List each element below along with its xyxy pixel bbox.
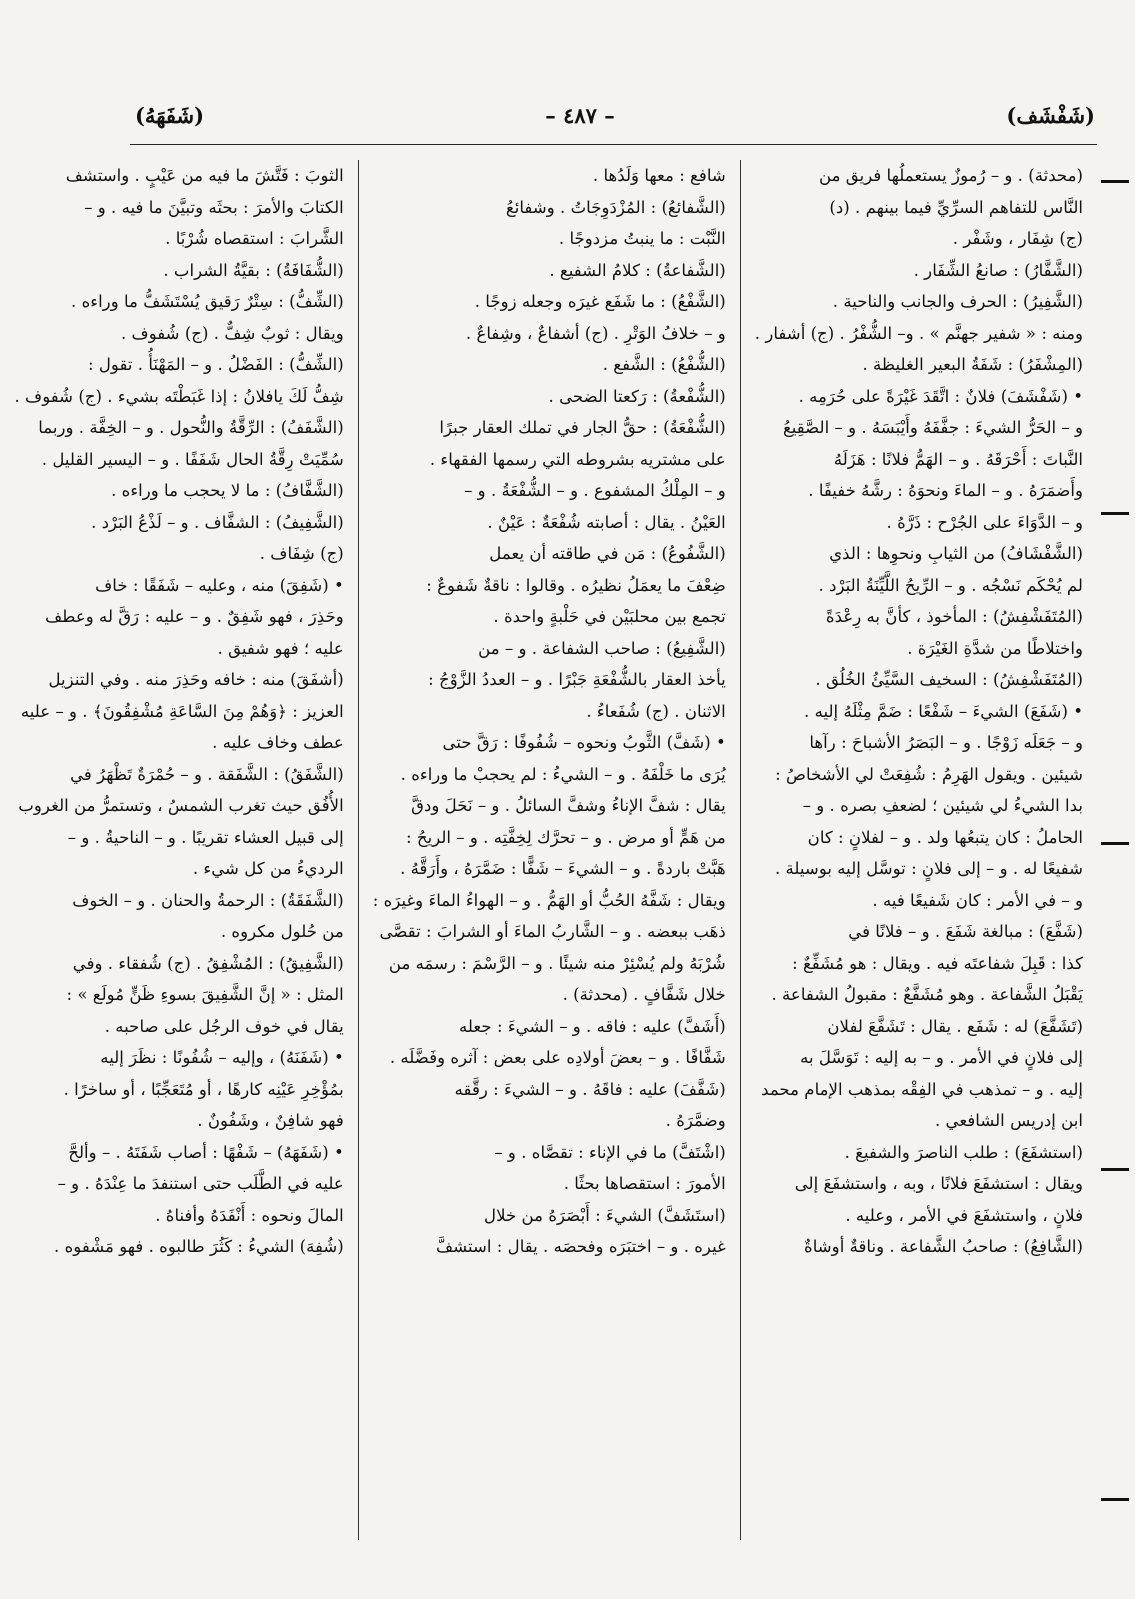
text-line: (اشْتَفَّ) ما في الإناء : تقصَّاه . و –: [494, 1142, 726, 1162]
text-line: (الشَّفَقَةُ) : الرحمةُ والحنان . و – الخوف: [72, 890, 344, 910]
text-line: • (شَفْشَفَ) فلانٌ : اتَّقَدَ غَيْرَةً على حُرَمِه .: [798, 386, 1083, 406]
text-line: الرديءُ من كل شيء .: [192, 859, 344, 878]
text-line: من حُلول مكروه .: [220, 922, 344, 941]
text-line: خلال شَفَّافٍ . (محدثة) .: [562, 985, 726, 1004]
text-line: (الشُّفَافَةُ) : بقيَّةُ الشراب .: [163, 260, 344, 280]
text-line: لم يُحْكَم نَسْجُه . و – الرِّيحُ اللَّيِّنَةُ البَرْد .: [818, 575, 1083, 595]
text-line: النَّبْت : ما ينبتُ مزدوجًا .: [558, 229, 726, 248]
text-line: فهو شافِنٌ ، وشَفُونٌ .: [197, 1111, 344, 1130]
text-line: (المُتَفَشْفِشُ) : السخيف السَّيِّئُ الخُلُق .: [815, 670, 1083, 689]
text-line: (الشَّفاعةُ) : كلامُ الشفيع .: [549, 260, 726, 280]
text-line: و – خلافُ الوَتْرِ . (ج) أشفاعٌ ، وشِفاعٌ .: [465, 323, 726, 343]
columns: [14, 160, 1097, 1540]
text-line: بدا الشيءُ لي شيئين ؛ لضعفِ بصره . و –: [802, 796, 1083, 815]
dictionary-page: [14, 0, 1135, 1599]
text-line: (أشفَقَ) منه : خافه وحَذِرَ منه . وفي التنزيل: [48, 670, 344, 689]
text-line: فلانٍ ، واستشفَعَ في الأمر ، وعليه .: [845, 1205, 1083, 1225]
header-last-entry: (شَفَهَهُ): [135, 103, 205, 128]
text-line: عليه في الطَّلَب حتى استنفدَ ما عِنْدَهُ . و –: [57, 1174, 344, 1193]
text-line: (محدثة) . و – رُموزٌ يستعملُها فريق من: [818, 166, 1083, 185]
text-line: الأمورَ : استقصاها بحثًا .: [563, 1174, 726, 1193]
text-line: واختلاطًا من شدَّةِ الغَيْرَة .: [907, 638, 1083, 658]
text-line: (المُتَفَشْفِشُ) : المأخوذ ، كأنَّ به رِعْدَةً: [825, 607, 1083, 626]
text-line: ويقال : استشفَعَ فلانًا ، وبه ، واستشفَعَ إلى: [794, 1174, 1083, 1193]
text-line: عطف وخاف عليه .: [212, 733, 344, 752]
text-line: الاثنان . (ج) شُفَعاءُ .: [586, 701, 726, 721]
text-line: الثوبَ : فَتَّشَ ما فيه من عَيْبٍ . واستشف: [65, 166, 344, 185]
text-line: (الشَّفِيعُ) : صاحب الشفاعة . و – من: [478, 638, 726, 658]
text-line: الحاملُ : كان يتبعُها ولد . و – لفلانٍ : كان: [807, 827, 1083, 847]
text-line: • (شَفَعَ) الشيءَ – شَفْعًا : ضَمَّ مِثْلَهُ إليه .: [804, 701, 1083, 721]
text-line: على مشتريه بشروطه التي رسمها الفقهاء .: [429, 449, 726, 469]
text-line: ويقال : شَفَّهُ الحُبُّ أو الهَمُّ . و – الهواءُ الماءَ وغيرَه :: [372, 890, 726, 910]
text-line: (المِشْفَرُ) : شَفَةُ البعير الغليظة .: [862, 355, 1083, 374]
text-line: (الشَّفِيفُ) : الشفَّاف . و – لَذْعُ البَرْد .: [91, 512, 344, 532]
text-line: (الشَّفائعُ) : المُزْدَوِجَاتُ . وشفائعُ: [505, 197, 726, 217]
text-line: و – الدَّوَاءَ على الجُرْح : ذَرَّهُ .: [886, 512, 1083, 532]
text-line: (أَشَفَّ) عليه : فاقه . و – الشيءَ : جعله: [459, 1016, 726, 1036]
text-line: (الشَّفَّارُ) : صانعُ الشِّفَار .: [913, 260, 1083, 280]
text-line: ابن إدريس الشافعي .: [934, 1111, 1083, 1130]
text-line: إليه . و – تمذهب في الفِقْه بمذهب الإمام محمد: [761, 1079, 1083, 1099]
text-line: شِفُّ لَكَ يافلانُ : إذا غَبَطْتَه بشيء . (ج) شُفوف .: [14, 386, 344, 406]
page-number: – ٤٨٧ –: [545, 103, 615, 128]
column-1: [741, 160, 1097, 1540]
text-line: (ج) شِفَاف .: [259, 544, 344, 563]
text-line: (الشَّفُوعُ) : مَن في طاقته أن يعمل: [489, 544, 726, 563]
text-line: يأخذ العقار بالشُّفْعَةِ جَبْرًا . و – العددُ الزَّوْجُ :: [428, 670, 726, 689]
text-line: (الشُّفْعَةُ) : حقُّ الجار في تملك العقار جبرًا: [439, 418, 726, 437]
text-line: (الشَّفِيقُ) : المُشْفِقُ . (ج) شُفقاء . وفي: [72, 953, 344, 973]
text-line: شافع : معها وَلَدُها .: [592, 166, 726, 185]
margin-mark: [1101, 842, 1129, 845]
text-line: هَبَّتْ باردةً . و – الشيءَ – شَفًّا : ضَمَّرَهُ ، وأَرَقَّهُ .: [400, 859, 726, 878]
text-line: (الشَّافِعُ) : صاحبُ الشَّفاعة . وناقةٌ أوشاةٌ: [804, 1237, 1083, 1256]
margin-mark: [1101, 512, 1129, 515]
text-line: (استشفَعَ) : طلب الناصرَ والشفيعَ .: [844, 1142, 1083, 1162]
text-line: شَفَّافًا . و – بعضَ أولادِه على بعض : آثره وفَضَّلَه .: [389, 1048, 726, 1067]
margin-mark: [1101, 180, 1129, 183]
text-line: • (شَفَهَهُ) – شَفْهًا : أصاب شَفَتَهُ . – وألحَّ: [68, 1142, 344, 1162]
text-line: • (شَفَنَهُ) ، وإليه – شُفُونًا : نظَرَ إليه: [100, 1048, 344, 1067]
header-first-entry: (شَفْشَف): [1006, 103, 1095, 128]
text-line: شيئين . ويقول الهَرِمُ : شُفِعَتْ لي الأشخاصُ :: [775, 764, 1083, 784]
text-line: (الشَّفْشَافُ) من الثيابِ ونحوِها : الذي: [829, 544, 1083, 563]
text-line: يَقْبَلُ الشَّفاعة . وهو مُشَفَّعٌ : مقبولُ الشفاعة .: [771, 985, 1083, 1004]
text-line: عليه ؛ فهو شفيق .: [217, 638, 344, 658]
text-line: (الشِّفُّ) : سِتْرٌ رَقيق يُسْتَشَفُّ ما وراءه .: [71, 292, 344, 311]
column-3: [0, 160, 358, 1540]
text-line: ضِعْفَ ما يعمَلُ نظيرُه . وقالوا : ناقةٌ شَفوعٌ :: [426, 575, 726, 595]
text-line: (الشَّفَفُ) : الرِّقَّةُ والنُّحول . و – الخِفَّة . وربما: [38, 418, 344, 437]
text-line: ومنه : « شفير جهنَّم » . و– الشُّفْرُ . (ج) أشفار .: [754, 323, 1083, 343]
text-line: بمُؤْخِرِ عَيْنِه كارهًا ، أو مُتَعَجِّبًا ، أو ساخرًا .: [63, 1079, 344, 1099]
text-line: (شَفَّعَ) : مبالغة شَفَعَ . و – فلانًا في: [848, 922, 1083, 941]
text-line: (شَفَّفَ) عليه : فاقَهُ . و – الشيءَ : رقَّقه: [454, 1079, 726, 1099]
text-line: ذهَب ببعضه . و – الشَّاربُ الماءَ أو الشرابَ : تقصَّى: [379, 922, 726, 941]
text-line: و – المِلْكُ المشفوع . و – الشُّفْعَةُ . و –: [464, 481, 726, 500]
text-line: ويقال : ثوبٌ شِفٌّ . (ج) شُفوف .: [120, 323, 344, 343]
text-line: (الشَّفِيرُ) : الحرف والجانب والناحية .: [832, 292, 1083, 311]
text-line: و – الحَرُّ الشيءَ : جفَّفَهُ وأَيْبَسَهُ . و – الصَّقِيعُ: [782, 418, 1083, 437]
text-line: العزيز : ﴿وَهُمْ مِنَ السَّاعَةِ مُشْفِقُونَ﴾ . و – عليه: [20, 701, 344, 721]
text-line: الكتابَ والأمرَ : بحثَه وتبيَّنَ ما فيه . و –: [84, 197, 344, 217]
text-line: شُرْبَهُ ولم يُسْئِرْ منه شيئًا . و – الرَّسْمَ : رسمَه من: [388, 953, 726, 973]
page-header: [25, 103, 1135, 139]
text-line: من هَمٍّ أو مرض . و – تحرَّك لِخِفَّتِه . و – الريحُ :: [406, 827, 726, 847]
text-line: وحَذِرَ ، فهو شَفِقٌ . و – عليه : رَقَّ له وعطف: [45, 607, 344, 626]
margin-mark: [1101, 1498, 1129, 1501]
text-line: المالَ ونحوه : أَنْفَدَهُ وأفناهُ .: [155, 1205, 344, 1225]
text-line: كذا : قَبِلَ شفاعتَه فيه . ويقال : هو مُشَفِّعٌ :: [792, 953, 1083, 973]
text-line: و – في الأمر : كان شَفيعًا فيه .: [872, 890, 1083, 910]
text-line: و – جَعَلَه زَوْجًا . و – البَصَرُ الأشباحَ : رآها: [809, 733, 1083, 752]
text-line: وأَضمَرَهُ . و – الماءَ ونحوَهُ : رشَّهُ خفيفًا .: [808, 481, 1083, 500]
text-line: يقال : شفَّ الإناءُ وشفَّ السائلُ . و – نَحَلَ ودقَّ: [411, 796, 726, 815]
text-line: (ج) شِفَار ، وشَفْر .: [952, 229, 1083, 248]
text-line: (تَشَفَّعَ) له : شَفَع . يقال : تَشَفَّعَ لفلان: [827, 1016, 1083, 1036]
text-line: غيره . و – اختبَرَه وفحصَه . يقال : استشفَّ: [436, 1237, 726, 1256]
text-line: (الشُّفْعةُ) : رَكعتا الضحى .: [548, 386, 726, 406]
text-line: • (شَفِقَ) منه ، وعليه – شَفَقًا : خاف: [95, 575, 344, 595]
text-line: إلى فلانٍ في الأمر . و – به إليه : تَوَسَّلَ به: [800, 1048, 1083, 1067]
text-line: إلى قبيل العشاء تقريبًا . و – الناحيةُ . و –: [67, 827, 344, 847]
text-line: • (شَفَّ) الثَّوبُ ونحوه – شُفُوفًا : رَقَّ حتى: [442, 733, 726, 752]
text-line: يُرَى ما خَلْفَهُ . و – الشيءُ : لم يحجبْ ما وراءه .: [400, 764, 726, 784]
text-line: وضمَّرَهُ .: [665, 1111, 726, 1130]
text-line: (الشَّفَقُ) : الشَّفَقة . و – حُمْرَةٌ تَظْهَرُ في: [70, 764, 344, 784]
text-line: (شُفِهَ) الشيءُ : كَثُرَ طالبوه . فهو مَشْفوه .: [54, 1237, 344, 1256]
header-rule: [130, 144, 1097, 145]
text-line: (استَشَفَّ) الشيءَ : أَبْصَرَهُ من خلال: [484, 1205, 726, 1225]
text-line: المثل : « إنَّ الشَّفِيقَ بسوءِ ظَنٍّ مُولَع » :: [66, 985, 344, 1004]
text-line: النَّاس للتفاهم السرِّيِّ فيما بينهم . (د): [829, 197, 1083, 217]
text-line: العَيْنُ . يقال : أصابته شُفْعَةٌ : عَيْنٌ .: [487, 512, 726, 532]
text-line: (الشُّفْعُ) : الشَّفع .: [602, 355, 726, 374]
text-line: يقال في خوف الرجُل على صاحبه .: [104, 1016, 344, 1036]
margin-mark: [1101, 1168, 1129, 1171]
column-2: [359, 160, 741, 1540]
text-line: (الشَّفْعُ) : ما شَفَع غيرَه وجعله زوجًا .: [474, 292, 726, 311]
text-line: الشَّرابَ : استقصاه شُرْبًا .: [165, 229, 344, 248]
text-line: تجمع بين محلبَيْن في حَلْبةٍ واحدة .: [493, 607, 726, 626]
text-line: (الشَّفَّافُ) : ما لا يحجب ما وراءه .: [111, 481, 344, 500]
text-line: شفيعًا له . و – إلى فلانٍ : توسَّل إليه بوسيلة .: [774, 859, 1083, 878]
text-line: الأُفُق حيث تغرب الشمسُ ، وتستمرُّ من الغروب: [18, 796, 344, 815]
text-line: سُمِّيَتْ رِقَّةُ الحال شَفَفًا . و – اليسير القليل .: [41, 449, 344, 469]
text-line: (الشِّفُّ) : الفَضْلُ . و – المَهْنَأُ . تقول :: [88, 355, 344, 374]
text-line: النَّباتَ : أَحْرَقَهُ . و – الهَمُّ فلانًا : هَزَلَهُ: [833, 449, 1083, 469]
